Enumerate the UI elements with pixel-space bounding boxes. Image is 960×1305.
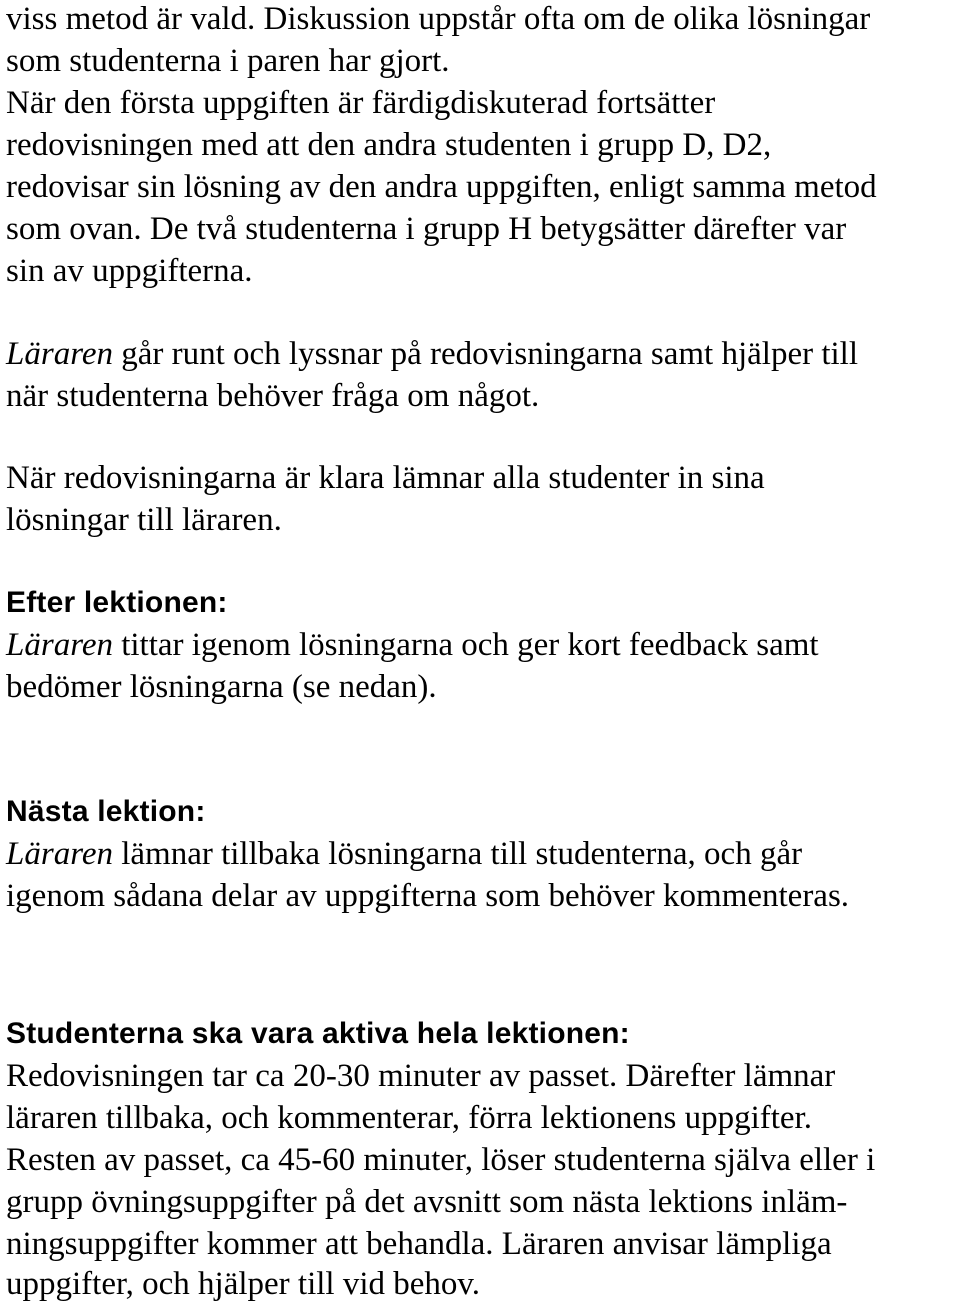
paragraph-line: lösningar till läraren. (6, 502, 282, 538)
line-text: tittar igenom lösningarna och ger kort feedback samt (112, 627, 819, 663)
paragraph-line: Redovisningen tar ca 20-30 minuter av passet. Därefter lämnar (6, 1058, 836, 1094)
paragraph-line: När den första uppgiften är färdigdiskuterad fortsätter (6, 85, 716, 121)
paragraph-line: ningsuppgifter kommer att behandla. Läraren anvisar lämpliga (6, 1226, 832, 1262)
italic-emphasis: Läraren (6, 836, 113, 872)
paragraph-line (6, 624, 819, 666)
paragraph-line: Resten av passet, ca 45-60 minuter, löser studenterna själva eller i (6, 1142, 876, 1178)
italic-emphasis: Läraren (6, 627, 113, 663)
paragraph-line: viss metod är vald. Diskussion uppstår ofta om de olika lösningar (6, 1, 871, 37)
paragraph-line: redovisningen med att den andra studenten i grupp D, D2, (6, 127, 772, 163)
paragraph-line: sin av uppgifterna. (6, 253, 253, 289)
paragraph-line (6, 333, 858, 375)
italic-emphasis: Läraren (6, 336, 113, 372)
paragraph-line: redovisar sin lösning av den andra uppgiften, enligt samma metod (6, 169, 877, 205)
line-text: lämnar tillbaka lösningarna till studenterna, och går (112, 836, 803, 872)
paragraph-line: som studenterna i paren har gjort. (6, 43, 450, 79)
section-heading: Efter lektionen: (6, 586, 228, 619)
paragraph-line: När redovisningarna är klara lämnar alla studenter in sina (6, 460, 765, 496)
paragraph-line: när studenterna behöver fråga om något. (6, 378, 540, 414)
section-heading: Nästa lektion: (6, 795, 206, 828)
paragraph-line: igenom sådana delar av uppgifterna som behöver kommenteras. (6, 878, 850, 914)
paragraph-line: bedömer lösningarna (se nedan). (6, 669, 437, 705)
paragraph-line: uppgifter, och hjälper till vid behov. (6, 1266, 481, 1302)
paragraph-line: grupp övningsuppgifter på det avsnitt som nästa lektions inläm- (6, 1184, 848, 1220)
section-heading: Studenterna ska vara aktiva hela lektionen: (6, 1017, 630, 1050)
paragraph-line: läraren tillbaka, och kommenterar, förra lektionens uppgifter. (6, 1100, 812, 1136)
paragraph-line (6, 833, 802, 875)
line-text: går runt och lyssnar på redovisningarna samt hjälper till (112, 336, 859, 372)
paragraph-line: som ovan. De två studenterna i grupp H betygsätter därefter var (6, 211, 847, 247)
